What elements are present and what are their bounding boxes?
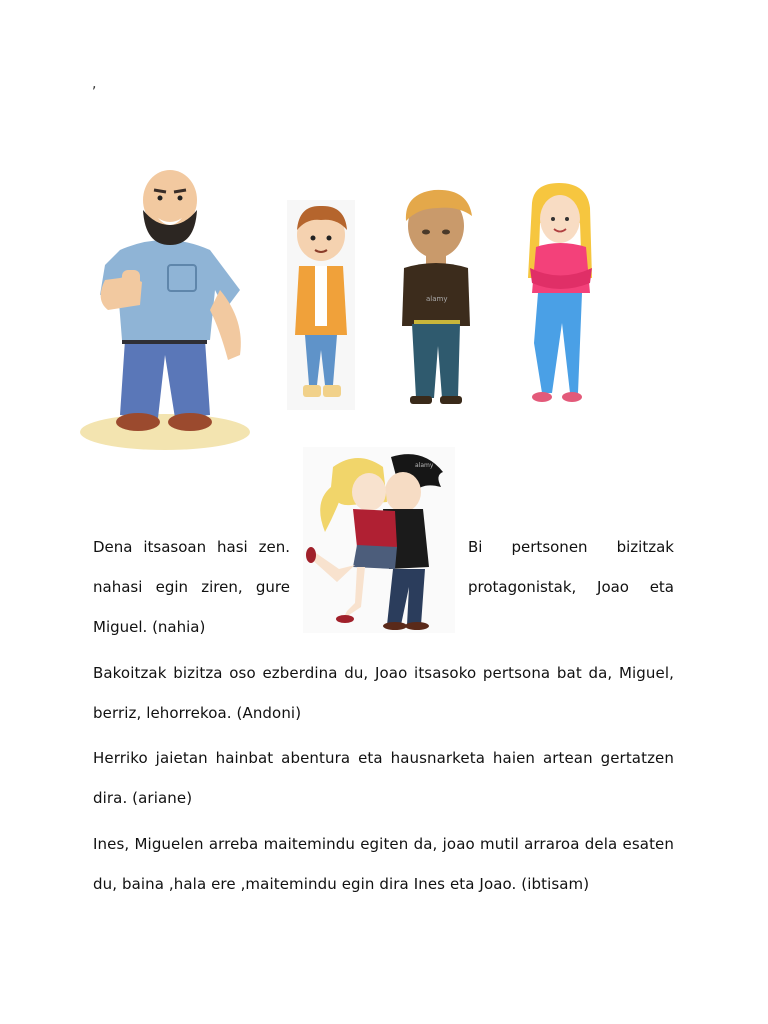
word: eta	[649, 578, 674, 596]
paragraph-1-left-line-2	[93, 567, 290, 607]
paragraph-1-left-column	[93, 527, 290, 607]
word: hasi	[217, 538, 248, 556]
watermark-text-2: alamy	[415, 462, 434, 469]
bald-man-illustration	[80, 170, 255, 455]
paragraph-1-left-line-1	[93, 527, 290, 567]
word: pertsonen	[511, 538, 588, 556]
stray-comma: ,	[92, 76, 97, 92]
word: protagonistak,	[468, 578, 577, 596]
boy-brown-shirt-illustration	[398, 186, 476, 408]
word: zen.	[258, 538, 290, 556]
couple-kissing-illustration	[303, 447, 455, 633]
word: egin	[155, 578, 189, 596]
girl-pink-sweater-illustration	[512, 183, 602, 411]
paragraph-4: Ines, Miguelen arreba maitemindu egiten da, joao mutil arraroa dela esaten du, baina ,hala ere ,maitemindu egin dira Ines eta Joao. (ibtisam)	[93, 835, 674, 893]
word: Dena	[93, 538, 133, 556]
boy-orange-jacket-illustration	[287, 200, 355, 410]
word: Bi	[468, 538, 483, 556]
word: nahasi	[93, 578, 143, 596]
paragraph-2: Bakoitzak bizitza oso ezberdina du, Joao itsasoko pertsona bat da, Miguel, berriz, lehorrekoa. (Andoni)	[93, 664, 674, 722]
paragraph-1-right-line-2	[468, 567, 674, 607]
word: Joao	[597, 578, 629, 596]
word: gure	[255, 578, 290, 596]
word: bizitzak	[616, 538, 674, 556]
paragraph-3: Herriko jaietan hainbat abentura eta hausnarketa haien artean gertatzen dira. (ariane)	[93, 749, 674, 807]
watermark-text: alamy	[426, 295, 448, 303]
paragraph-1-line-3: Miguel. (nahia)	[93, 618, 206, 636]
word: itsasoan	[143, 538, 207, 556]
paragraph-1-right-column	[468, 527, 674, 607]
word: ziren,	[201, 578, 243, 596]
paragraph-1-right-line-1	[468, 527, 674, 567]
